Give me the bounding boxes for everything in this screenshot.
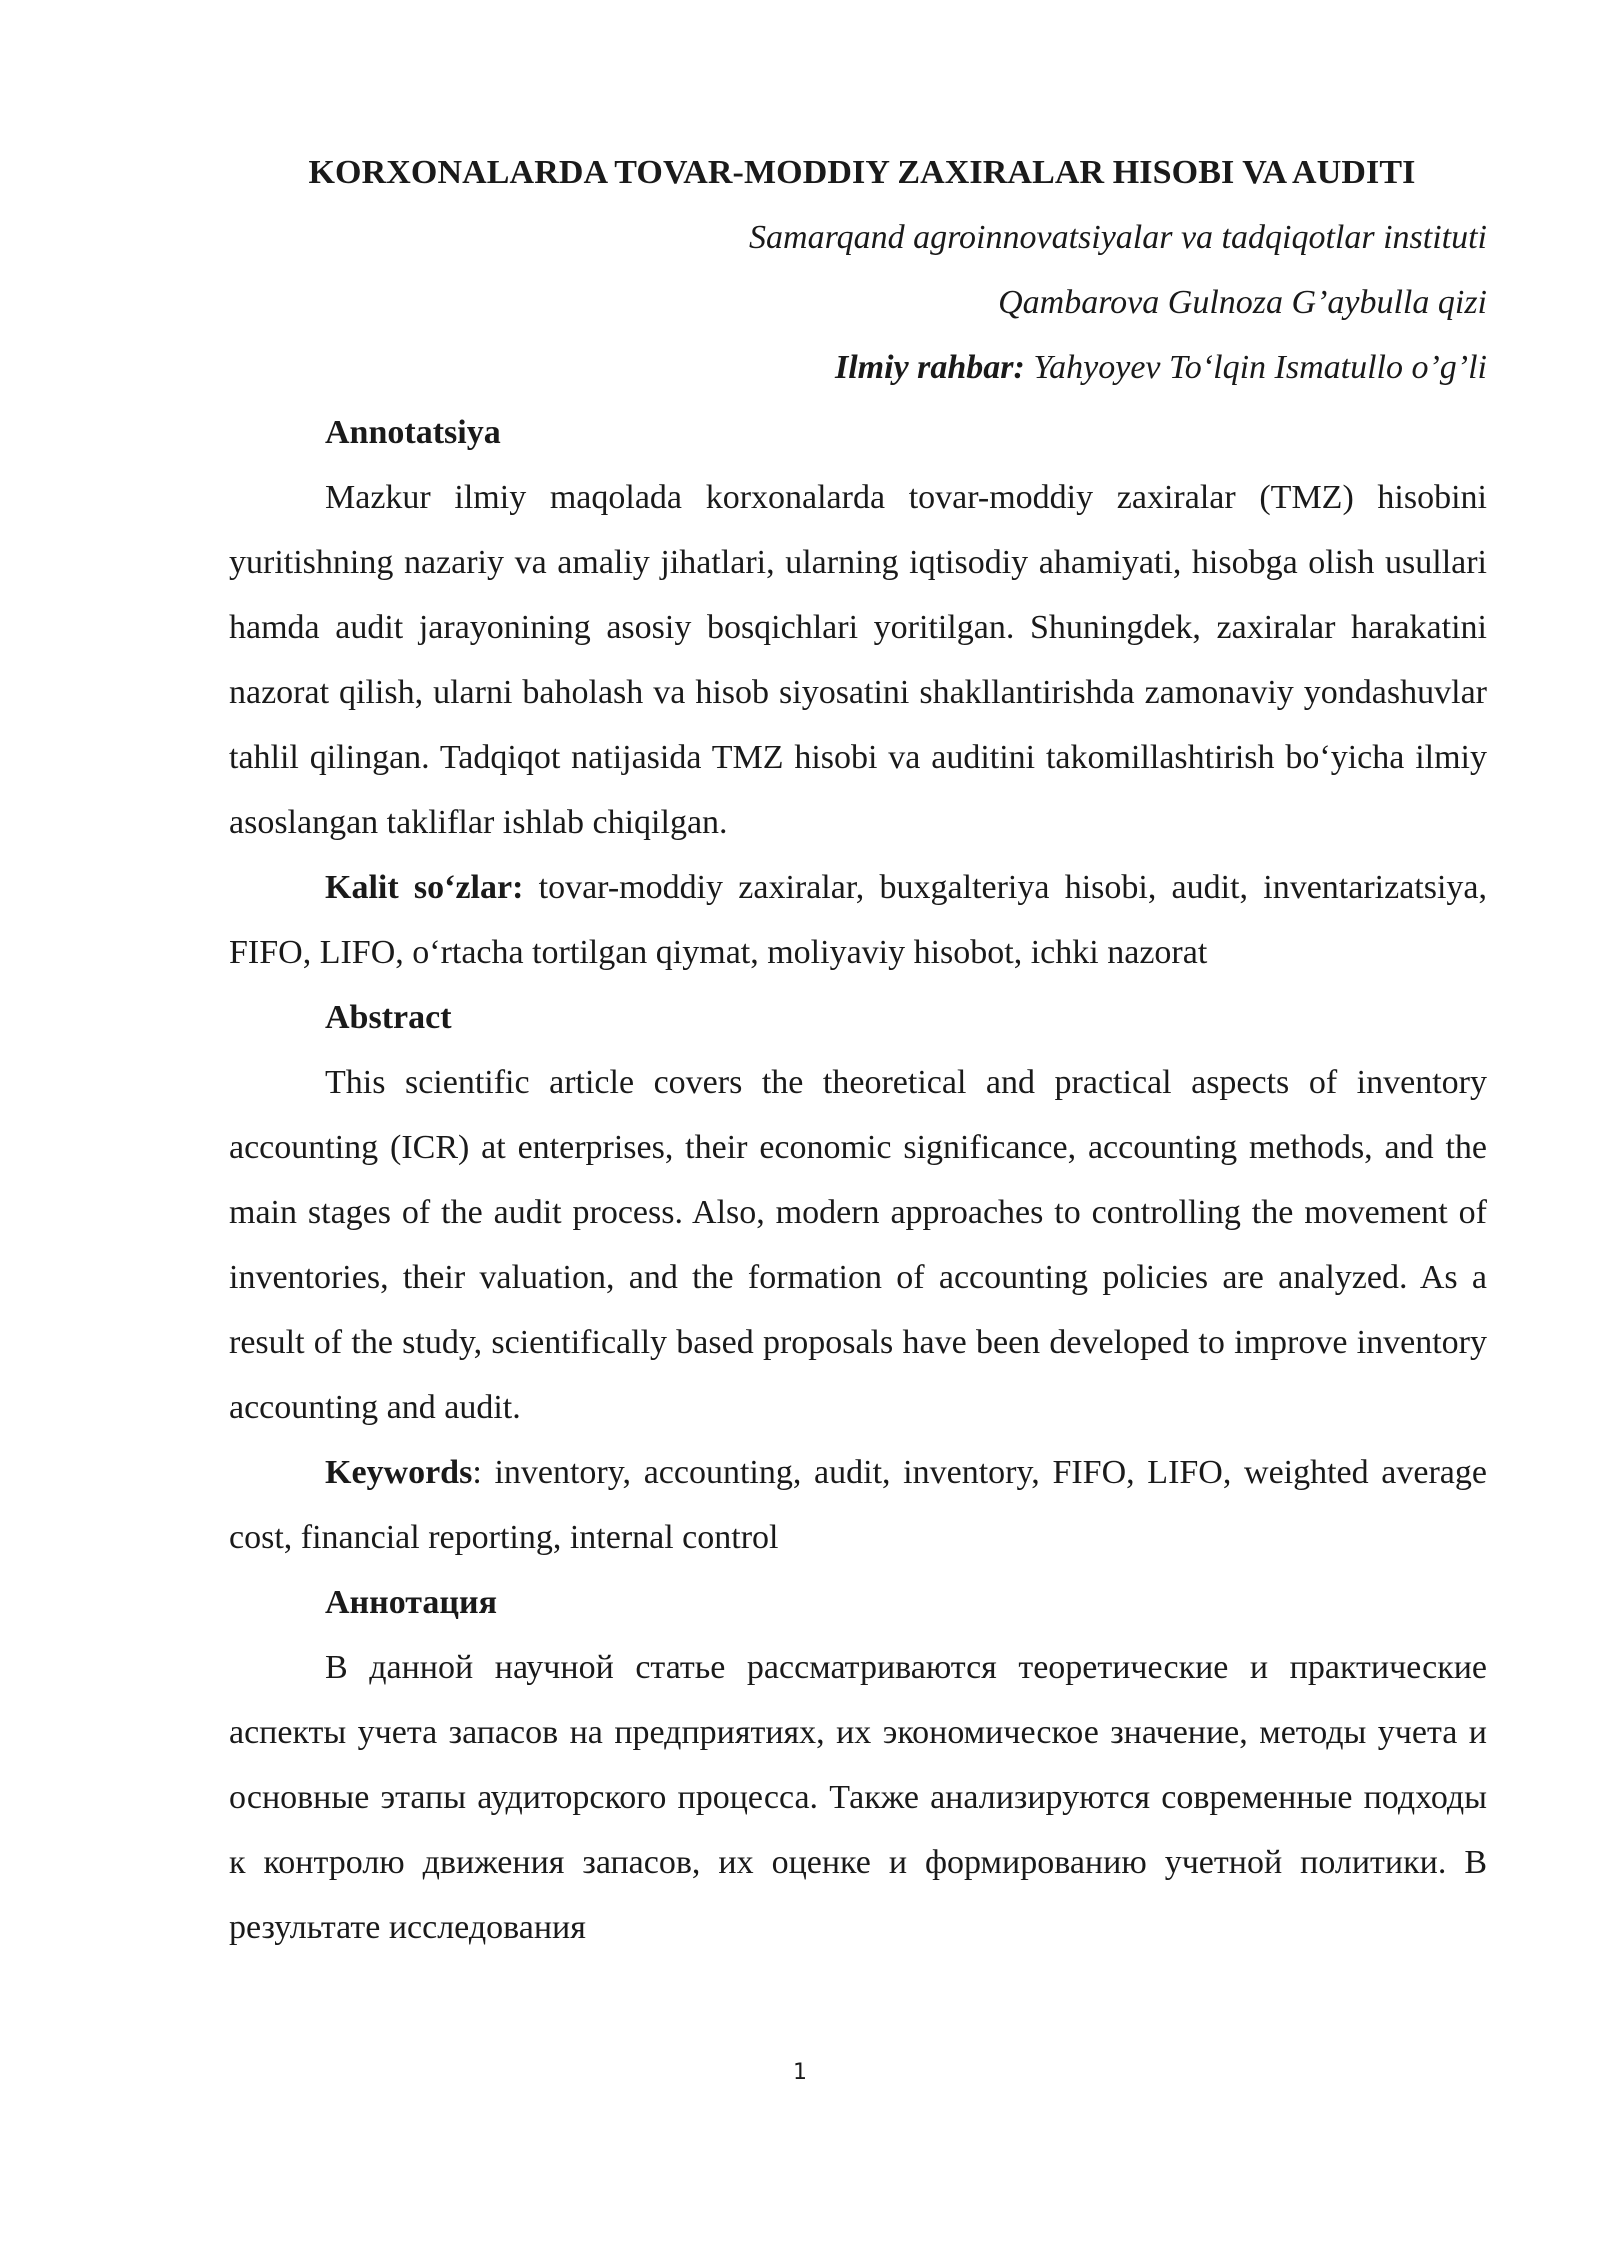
keywords-en-list: : inventory, accounting, audit, inventory, FIFO, LIFO, weighted average cost, financial reporting, internal control [229, 1454, 1487, 1556]
annotation-ru-text: В данной научной статье рассматриваются теоретические и практические аспекты учета запасов на предприятиях, их экономическое значение, методы учета и основные этапы аудиторского процесса. Также анализируются современные подходы к контролю движения запасов, их оценке и формированию учетной политики. В результате исследования [229, 1649, 1487, 1946]
annotation-uz-heading: Annotatsiya [325, 414, 501, 451]
supervisor-name: Yahyoyev To‘lqin Ismatullo o’g’li [1024, 349, 1487, 386]
annotation-uz-text: Mazkur ilmiy maqolada korxonalarda tovar-moddiy zaxiralar (TMZ) hisobini yuritishning nazariy va amaliy jihatlari, ularning iqtisodiy ahamiyati, hisobga olish usullari hamda audit jarayonining asosiy bosqichlari yoritilgan. Shuningdek, zaxiralar harakatini nazorat qilish, ularni baholash va hisob siyosatini shakllantirishda zamonaviy yondashuvlar tahlil qilingan. Tadqiqot natijasida TMZ hisobi va auditini takomillashtirish bo‘yicha ilmiy asoslangan takliflar ishlab chiqilgan. [229, 479, 1487, 841]
page-content [229, 140, 1487, 1960]
keywords-uz-label: Kalit so‘zlar: [325, 869, 524, 906]
keywords-uz [229, 855, 1487, 985]
article-title: KORXONALARDA TOVAR-MODDIY ZAXIRALAR HISOBI VA AUDITI [308, 154, 1416, 191]
abstract-heading: Abstract [325, 999, 452, 1036]
supervisor-label: Ilmiy rahbar: [835, 349, 1025, 386]
supervisor-line [229, 335, 1487, 400]
author-line: Qambarova Gulnoza G’aybulla qizi [998, 284, 1487, 321]
abstract-text: This scientific article covers the theoretical and practical aspects of inventory accounting (ICR) at enterprises, their economic significance, accounting methods, and the main stages of the audit process. Also, modern approaches to controlling the movement of inventories, their valuation, and the formation of accounting policies are analyzed. As a result of the study, scientifically based proposals have been developed to improve inventory accounting and audit. [229, 1064, 1487, 1426]
annotation-ru-heading: Аннотация [325, 1584, 497, 1621]
keywords-uz-list: tovar-moddiy zaxiralar, buxgalteriya hisobi, audit, inventarizatsiya, FIFO, LIFO, o‘rtacha tortilgan qiymat, moliyaviy hisobot, ichki nazorat [229, 869, 1487, 971]
keywords-en-label: Keywords [325, 1454, 473, 1491]
page-number: 1 [793, 2060, 807, 2085]
institution-line: Samarqand agroinnovatsiyalar va tadqiqotlar instituti [749, 219, 1487, 256]
keywords-en [229, 1440, 1487, 1570]
